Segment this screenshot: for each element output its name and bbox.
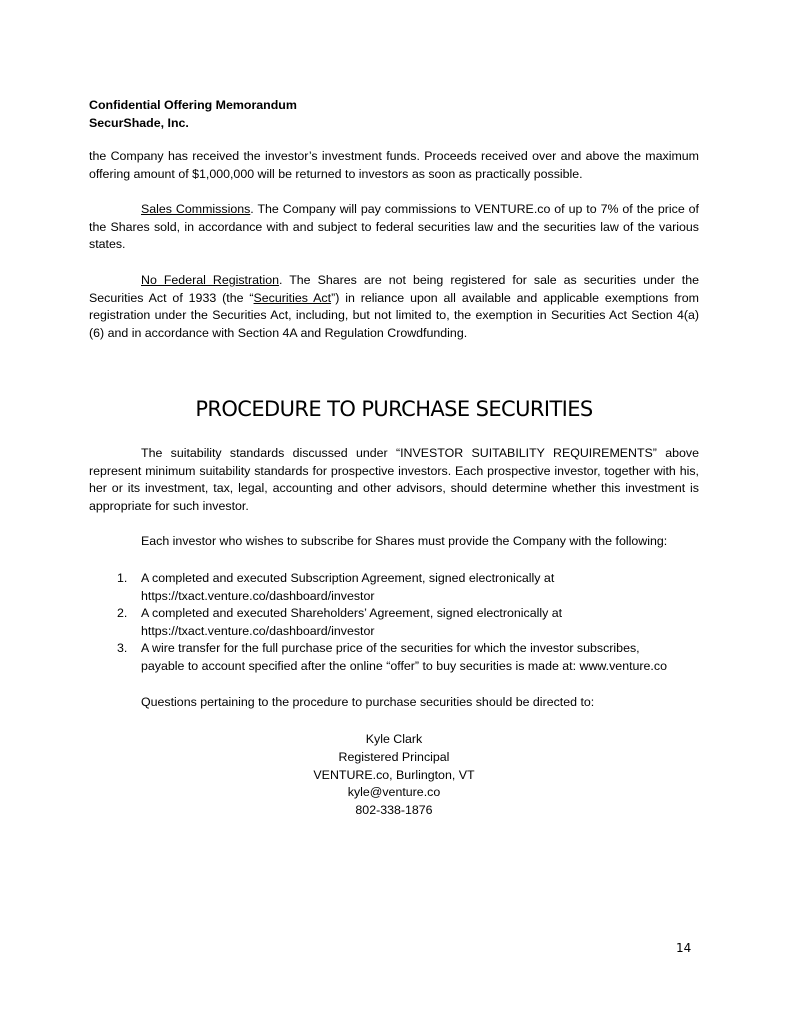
list-item-number: 1. [117,571,128,585]
list-item-line: A completed and executed Shareholders’ Agreement, signed electronically at [141,606,563,620]
header-title: Confidential Offering Memorandum [89,98,297,112]
paragraph-suitability [89,445,699,515]
list-item-number: 3. [117,641,128,655]
document-header [89,96,297,132]
paragraph-no-federal-registration [89,272,699,342]
requirements-list [89,570,699,675]
list-item-url: https://txact.venture.co/dashboard/investor [141,623,375,638]
list-item-line: A completed and executed Subscription Agreement, signed electronically at [141,571,555,585]
paragraph-questions [89,694,699,712]
contact-role: Registered Principal [338,749,450,764]
list-item [89,640,699,675]
list-item-line: A wire transfer for the full purchase price of the securities for which the investor subscribes, [141,641,640,655]
list-item-number: 2. [117,606,128,620]
sales-commissions-text: . The Company will pay commissions to VENTURE.co of up to 7% of the price of the Shares sold, in accordance with and subject to federal securities law and the securities law of the various states. [89,202,699,251]
paragraph-funds [89,148,699,183]
paragraph-questions-text: Questions pertaining to the procedure to purchase securities should be directed to: [141,695,595,709]
contact-email: kyle@venture.co [347,785,441,800]
paragraph-sales-commissions [89,201,699,254]
contact-phone: 802-338-1876 [355,803,433,818]
contact-block [89,731,699,820]
no-federal-registration-heading: No Federal Registration [141,273,279,287]
paragraph-suitability-text: The suitability standards discussed under “INVESTOR SUITABILITY REQUIREMENTS” above represent minimum suitability standards for prospective investors. Each prospective investor, together with his, her or its investment, tax, legal, accounting and other advisors, should determine whether this investment is appropriate for such investor. [89,446,699,513]
no-federal-registration-text-a: . The Shares are not being registered for sale as securities under the Securities Act of 1933 (the “ [89,273,699,305]
no-federal-registration-text-b: ”) in reliance upon all available and applicable exemptions from registration under the Securities Act, including, but not limited to, the exemption in Securities Act Section 4(a)(6) and in accordance with Section 4A and Regulation Crowdfunding. [89,290,699,340]
section-title: PROCEDURE TO PURCHASE SECURITIES [195,397,593,421]
paragraph-requirements-intro-text: Each investor who wishes to subscribe for Shares must provide the Company with the following: [141,534,668,548]
header-company: SecurShade, Inc. [89,116,189,130]
page-number: 14 [676,941,692,955]
list-item-url: https://txact.venture.co/dashboard/investor [141,588,375,603]
contact-name: Kyle Clark [365,732,423,746]
list-item-line: payable to account specified after the online “offer” to buy securities is made at: www.venture.co [141,658,667,673]
list-item [89,605,699,640]
list-item [89,570,699,605]
paragraph-funds-text: the Company has received the investor’s investment funds. Proceeds received over and above the maximum offering amount of $1,000,000 will be returned to investors as soon as practically possible. [89,149,699,181]
securities-act-term: Securities Act [253,290,332,305]
sales-commissions-heading: Sales Commissions [141,202,251,216]
contact-organization: VENTURE.co, Burlington, VT [313,767,475,782]
paragraph-requirements-intro [89,533,699,551]
